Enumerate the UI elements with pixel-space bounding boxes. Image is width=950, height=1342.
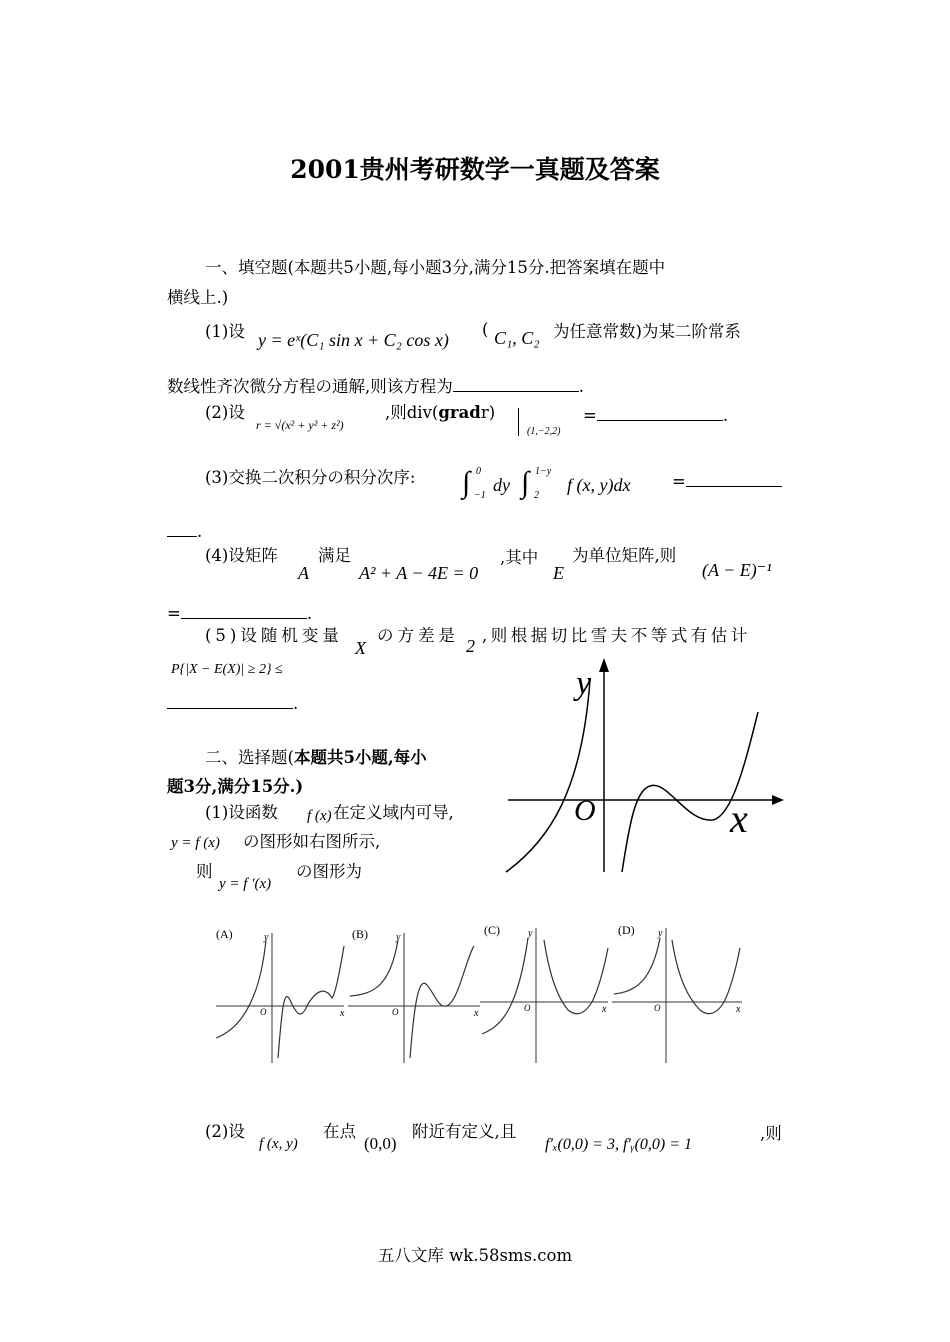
s2q2-end: ,则 [760,1124,782,1143]
q3-integrand: f (x, y)dx [567,475,631,495]
q1-label: (1)设 [205,322,245,341]
q2-answer-blank[interactable] [597,406,723,421]
choice-a-label: (A) [216,927,233,941]
q5-text-after: ,则根据切比雪夫不等式有估计 [482,626,751,645]
q3-text: (3)交换二次积分の积分次序: [205,468,416,487]
q3-end: . [197,522,203,541]
q2-grad: grad [438,403,481,422]
main-x-label: x [730,796,748,841]
q2-eval-point: (1,−2,2) [527,426,561,437]
q3-inner-integral-sign: ∫ [521,466,530,499]
q5-answer-blank[interactable] [167,694,293,709]
choice-b-right-curve [410,946,474,1058]
q2-r-text: r) [480,403,496,422]
s2q1-line3-label: 则 [196,862,213,881]
section2-heading-normal: 二、选择题( [205,748,294,767]
choice-a-y: y [264,932,269,943]
q4-inverse: (A − E)⁻¹ [702,560,772,580]
choice-d-left-curve [614,938,660,994]
choice-b-y: y [396,932,401,943]
choice-c-graph[interactable] [480,923,608,1063]
main-curve-right-branch [622,712,758,872]
s2q1-line2-f: y = f (x) [171,835,220,851]
q4-eq: = [167,604,181,623]
q4-label: (4)设矩阵 [205,546,278,565]
footer-watermark: 五八文库 wk.58sms.com [377,1246,573,1265]
s2q1-line3-f: y = f ′(x) [219,876,272,892]
q3-answer-blank[interactable] [686,472,782,487]
choice-b-label: (B) [352,927,368,941]
q4-answer-line [167,604,312,623]
choice-c-o: O [524,1003,531,1013]
main-x-arrow [772,795,784,805]
q1-paren: ( [482,320,489,339]
q5-label: (5)设随机变量 [205,626,343,645]
q4-text-after: 为单位矩阵,则 [572,546,677,565]
choice-graphs [212,918,752,1068]
q3-answer-blank-cont[interactable] [167,522,197,537]
choice-b-o: O [392,1007,399,1017]
choice-c-right-curve [544,940,608,1014]
q4-equation: A² + A − 4E = 0 [359,563,479,583]
q2-answer [583,406,728,425]
q5-text-var: の方差是 [377,626,459,645]
q3-outer-integral-sign: ∫ [462,466,471,499]
section2-heading-bold1: 本题共5小题,每小 [293,748,427,767]
section2-heading-line1 [205,750,427,767]
s2q1-line1-label: (1)设函数 [205,803,278,822]
s2q1-line1-after: 在定义域内可导, [333,803,454,822]
q3-outer-upper: 0 [476,466,481,477]
q1-text-after: 为任意常数)为某二阶常系 [553,322,741,341]
choice-b-left-curve [350,940,398,996]
q5-prob: P{|X − E(X)| ≥ 2} ≤ [171,662,283,677]
q4-text-mid: ,其中 [500,548,539,567]
q4-A: A [298,563,309,583]
choice-d-label: (D) [618,923,635,937]
choice-a-o: O [260,1007,267,1017]
q3-eq: = [672,472,686,491]
main-y-arrow [599,658,609,672]
s2q1-line1-f: f (x) [307,808,332,824]
section1-heading-line1: 一、填空题(本题共5小题,每小题3分,满分15分.把答案填在题中 [205,258,666,277]
q3-answer-cont [167,522,202,541]
s2q2-text-at: 在点 [323,1122,356,1141]
q1-constants: C₁, C₂ [494,328,540,348]
s2q2-point: (0,0) [364,1134,397,1153]
q4-answer-blank[interactable] [181,604,307,619]
q1-answer-blank[interactable] [453,377,579,392]
q3-inner-lower: 2 [534,490,539,501]
choice-b-x: x [474,1008,479,1019]
choice-c-label: (C) [484,923,500,937]
s2q2-text-def: 附近有定义,且 [412,1122,517,1141]
choice-a-x: x [340,1008,345,1019]
q2-formula: r = √(x² + y² + z²) [256,418,344,432]
section1-heading-line2: 横线上.) [167,288,229,307]
choice-a-right-curve [278,946,344,1058]
s2q2-f: f (x, y) [259,1136,298,1152]
choice-d-o: O [654,1003,661,1013]
q1-formula: y = eˣ(C₁ sin x + C₂ cos x) [258,330,449,350]
q2-text-mid [385,405,495,422]
q3-dy: dy [493,475,510,495]
q3-answer-line [672,472,782,491]
q5-two: 2 [466,636,475,656]
q1-line2-text: 数线性齐次微分方程の通解,则该方程为 [167,377,453,396]
q2-div-text: ,则div( [385,403,439,422]
choice-b-graph[interactable] [348,927,480,1063]
choice-c-left-curve [482,938,528,1034]
choice-d-right-curve [672,940,740,1014]
q3-outer-lower: −1 [474,490,486,501]
choice-a-left-curve [216,940,266,1038]
q2-end: . [722,406,729,425]
q2-eq: = [583,406,597,425]
choice-c-y: y [528,928,533,939]
main-curve-left-branch [506,680,590,872]
q5-answer-line [167,694,298,713]
choice-d-y: y [658,928,663,939]
q5-X: X [355,638,366,658]
section2-heading-line2: 题3分,满分15分.) [167,777,304,796]
q4-E: E [553,563,564,583]
q5-end: . [293,694,299,713]
choice-a-graph[interactable] [216,927,345,1063]
main-function-graph [500,650,790,880]
main-y-label: y [576,665,592,702]
s2q2-cond: f′ₓ(0,0) = 3, f′ᵧ(0,0) = 1 [545,1136,693,1153]
main-origin-label: O [574,794,596,827]
q4-end: . [306,604,313,623]
page-title: 2001贵州考研数学一真题及答案 [290,155,660,184]
choice-d-x: x [736,1004,741,1015]
s2q1-line2-after: の图形如右图所示, [243,832,381,851]
s2q1-line3-after: の图形为 [296,862,362,881]
choice-c-x: x [602,1004,607,1015]
q2-label: (2)设 [205,403,245,422]
choice-d-graph[interactable] [612,923,742,1063]
q3-inner-upper: 1−y [535,466,552,477]
q1-end: . [578,377,584,396]
q1-line2 [167,377,584,396]
s2q2-label: (2)设 [205,1122,245,1141]
q4-satisfy: 满足 [318,546,351,565]
q2-eval-bar [518,408,519,436]
